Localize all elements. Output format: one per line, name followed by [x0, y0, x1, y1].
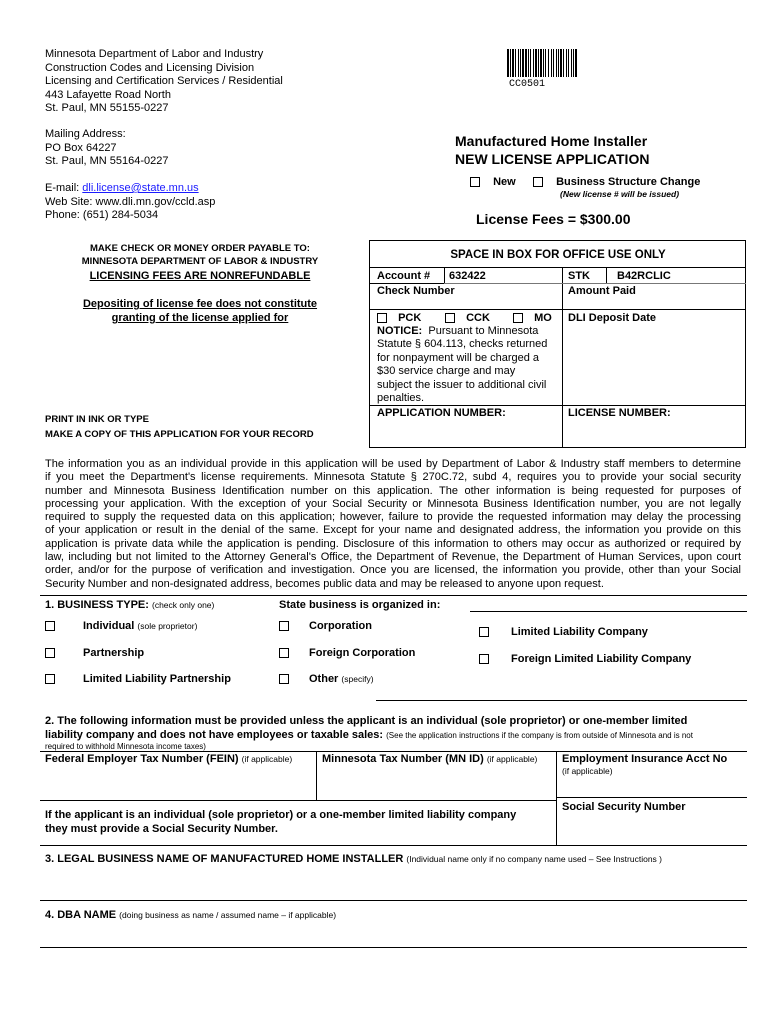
- deposit-notice-2: granting of the license applied for: [111, 312, 289, 324]
- individual-checkbox[interactable]: [45, 621, 55, 631]
- section3-title-text: 3. LEGAL BUSINESS NAME OF MANUFACTURED HOME INSTALLER: [45, 853, 404, 865]
- email-link[interactable]: dli.license@state.mn.us: [82, 182, 199, 194]
- privacy-line: of your application or result in the denial of the same. Except for your name and designated address, the information you provide on this: [45, 524, 741, 537]
- corporation-checkbox[interactable]: [279, 621, 289, 631]
- notice-line: $30 service charge and may: [377, 365, 516, 378]
- legal-name-line[interactable]: [40, 900, 747, 901]
- mailing-line: Mailing Address:: [45, 128, 126, 140]
- title-line2: NEW LICENSE APPLICATION: [455, 151, 650, 167]
- pck-label: PCK: [398, 312, 422, 324]
- email-label: E-mail:: [45, 182, 80, 194]
- ink-instruction: PRINT IN INK OR TYPE: [45, 414, 149, 425]
- agency-line: St. Paul, MN 55155-0227: [45, 102, 169, 114]
- license-fees: License Fees = $300.00: [476, 211, 631, 227]
- partnership-label: Partnership: [83, 647, 145, 659]
- section2-line1: 2. The following information must be provided unless the applicant is an individual (sole proprietor) or one-member limited: [45, 715, 688, 727]
- privacy-line: application is private data while the application is pending. Disclosure of this information to others may occur as authorized or required by: [45, 537, 741, 550]
- section1-note: (check only one): [151, 600, 215, 610]
- foreign-corp-label: Foreign Corporation: [309, 647, 416, 659]
- cck-option[interactable]: [445, 312, 490, 326]
- mo-label: MO: [534, 312, 552, 324]
- agency-line: Licensing and Certification Services / Residential: [45, 75, 283, 87]
- fein-text: Federal Employer Tax Number (FEIN): [45, 753, 239, 765]
- deposit-notice-1: Depositing of license fee does not constitute: [82, 298, 318, 310]
- dba-line[interactable]: [40, 947, 747, 948]
- stk-label: STK: [568, 270, 590, 282]
- notice: [377, 325, 559, 405]
- other-label: Other: [309, 673, 339, 685]
- opt-llp[interactable]: [45, 673, 231, 687]
- copy-instruction: MAKE A COPY OF THIS APPLICATION FOR YOUR RECORD: [45, 429, 314, 440]
- other-note: (specify): [341, 674, 374, 684]
- payee: MINNESOTA DEPARTMENT OF LABOR & INDUSTRY: [81, 256, 319, 267]
- other-checkbox[interactable]: [279, 674, 289, 684]
- stk-value: B42RCLIC: [617, 270, 671, 282]
- new-checkbox[interactable]: [470, 177, 480, 187]
- notice-line: for nonpayment will be charged a: [377, 351, 540, 364]
- opt-corporation[interactable]: [279, 620, 372, 634]
- new-label: New: [493, 176, 516, 188]
- foreign-llc-label: Foreign Limited Liability Company: [511, 653, 692, 665]
- section2-line2: liability company and does not have employees or taxable sales:: [45, 728, 384, 741]
- section3-title: [45, 853, 662, 867]
- phone: Phone: (651) 284-5034: [45, 209, 159, 221]
- check-number-label: Check Number: [377, 285, 455, 297]
- website: Web Site: www.dli.mn.gov/ccld.asp: [45, 195, 216, 208]
- privacy-line: The information you as an individual provide in this application will be used by Department of Labor & Industry staff members to determine: [45, 458, 741, 470]
- agency-line: Construction Codes and Licensing Division: [45, 61, 255, 74]
- opt-partnership[interactable]: [45, 647, 144, 661]
- section2-note-a: (See the application instructions if the company is from outside of Minnesota and is not: [386, 730, 693, 740]
- opt-foreign-llc[interactable]: [479, 653, 691, 667]
- privacy-line: order, and/or for the purpose of verification and investigation. Once you are licensed, the information you provide, other than your Social: [45, 564, 741, 577]
- office-box-header: SPACE IN BOX FOR OFFICE USE ONLY: [450, 249, 666, 261]
- corporation-label: Corporation: [309, 620, 372, 632]
- contact-info: [45, 182, 215, 223]
- foreign-corp-checkbox[interactable]: [279, 648, 289, 658]
- partnership-checkbox[interactable]: [45, 648, 55, 658]
- ssn-text-2: they must provide a Social Security Number.: [45, 822, 278, 835]
- barcode: [507, 49, 577, 90]
- foreign-llc-checkbox[interactable]: [479, 654, 489, 664]
- llc-checkbox[interactable]: [479, 627, 489, 637]
- mnid-label: [322, 753, 537, 767]
- agency-line: Minnesota Department of Labor and Industry: [45, 48, 264, 60]
- section3-note: (Individual name only if no company name used – See Instructions ): [406, 854, 663, 864]
- cck-checkbox[interactable]: [445, 313, 455, 323]
- privacy-line: processing your application. With the exception of your Social Security or Minnesota Business Identification number, you are not legally: [45, 497, 741, 510]
- mnid-note: (if applicable): [486, 754, 538, 764]
- individual-note: (sole proprietor): [137, 621, 198, 631]
- mailing-line: PO Box 64227: [45, 141, 117, 154]
- mailing-address: [45, 128, 169, 169]
- account-value: 632422: [449, 270, 486, 282]
- ssn-requirement: [45, 809, 516, 836]
- opt-foreign-corp[interactable]: [279, 647, 415, 661]
- llp-label: Limited Liability Partnership: [83, 673, 231, 685]
- nonrefundable-notice: LICENSING FEES ARE NONREFUNDABLE: [89, 270, 311, 282]
- section2-note-b: required to withhold Minnesota income taxes): [45, 742, 206, 751]
- mnid-text: Minnesota Tax Number (MN ID): [322, 753, 484, 765]
- fein-label: [45, 753, 292, 767]
- make-check-note: MAKE CHECK OR MONEY ORDER PAYABLE TO:: [90, 243, 310, 254]
- mo-option[interactable]: [513, 312, 552, 326]
- ssn-label: Social Security Number: [562, 801, 686, 813]
- agency-line: 443 Lafayette Road North: [45, 88, 171, 101]
- opt-individual[interactable]: [45, 620, 197, 634]
- pck-checkbox[interactable]: [377, 313, 387, 323]
- state-label: State business is organized in:: [279, 599, 441, 611]
- ssn-text-1: If the applicant is an individual (sole proprietor) or a one-member limited liability company: [45, 809, 517, 821]
- llp-checkbox[interactable]: [45, 674, 55, 684]
- section4-title-text: 4. DBA NAME: [45, 909, 117, 921]
- dli-deposit-label: DLI Deposit Date: [568, 312, 657, 324]
- account-label: Account #: [377, 270, 431, 282]
- bsc-label: Business Structure Change: [556, 176, 701, 188]
- privacy-line: number and Minnesota Business Identification number on this application. The other information is being requested for purposes of: [45, 484, 741, 497]
- privacy-line: required to supply the requested data on this application; however, failure to provide the requested information may delay the processing: [45, 511, 741, 524]
- bsc-option[interactable]: [533, 176, 700, 190]
- individual-label: Individual: [83, 620, 135, 632]
- notice-line: Pursuant to Minnesota: [428, 325, 539, 337]
- section1-title: [45, 599, 214, 613]
- other-input-line[interactable]: [376, 700, 747, 701]
- agency-address: [45, 48, 283, 116]
- notice-label: NOTICE:: [377, 325, 423, 337]
- section4-title: [45, 909, 336, 923]
- notice-line: subject the issuer to additional civil: [377, 378, 547, 391]
- title-line1: Manufactured Home Installer: [455, 133, 648, 149]
- eia-label: Employment Insurance Acct No: [562, 753, 728, 765]
- section1-title-text: 1. BUSINESS TYPE:: [45, 599, 149, 611]
- form-code: CC0501: [509, 79, 546, 90]
- application-number-label: APPLICATION NUMBER:: [377, 407, 506, 419]
- pck-option[interactable]: [377, 312, 421, 326]
- license-number-label: LICENSE NUMBER:: [568, 407, 671, 419]
- llc-label: Limited Liability Company: [511, 626, 648, 638]
- amount-paid-label: Amount Paid: [568, 285, 636, 297]
- bsc-checkbox[interactable]: [533, 177, 543, 187]
- mo-checkbox[interactable]: [513, 313, 523, 323]
- notice-line: penalties.: [377, 392, 425, 405]
- form-title: [455, 132, 649, 168]
- eia-note: (if applicable): [562, 766, 613, 776]
- mailing-line: St. Paul, MN 55164-0227: [45, 155, 169, 167]
- opt-llc[interactable]: [479, 626, 648, 640]
- section2-intro: [45, 715, 745, 742]
- opt-other[interactable]: [279, 673, 374, 687]
- privacy-notice: [45, 458, 741, 591]
- new-option[interactable]: [470, 176, 516, 190]
- privacy-line: Security Number and non-designated address, becomes public data and may be released to anyone upon request.: [45, 577, 604, 590]
- notice-line: Statute § 604.113, checks returned: [377, 338, 548, 351]
- state-input-line[interactable]: [470, 611, 747, 612]
- fein-note: (if applicable): [241, 754, 293, 764]
- privacy-line: if you meet the Department's license requirements. Minnesota Statute § 270C.72, subd 4, requires you to provide your social security: [45, 471, 741, 484]
- section4-note: (doing business as name / assumed name – if applicable): [119, 910, 337, 920]
- privacy-line: law, including but not limited to the Attorney General's Office, the Department of Revenue, the Department of Human Services, upon court: [45, 551, 741, 564]
- cck-label: CCK: [466, 312, 490, 324]
- bsc-note: (New license # will be issued): [560, 189, 680, 199]
